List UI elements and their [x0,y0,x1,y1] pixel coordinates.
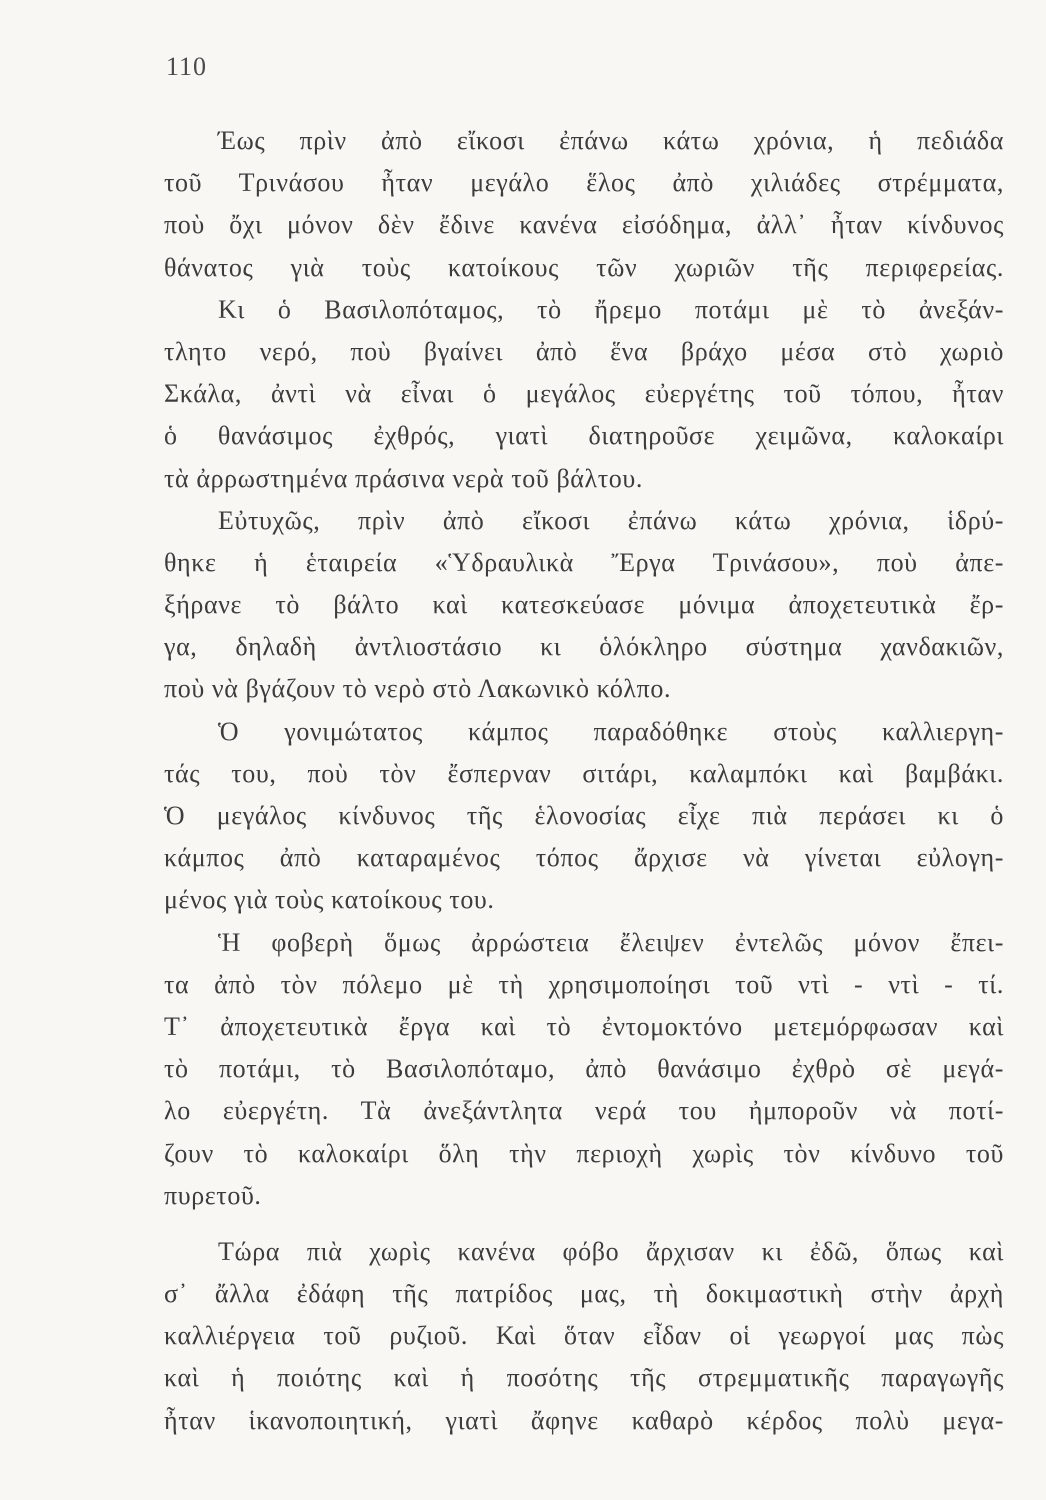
text-line: ἦταν ἱκανοποιητική, γιατὶ ἄφηνε καθαρὸ κέρδος πολὺ μεγα- [164,1405,1004,1435]
page-number: 110 [166,52,208,81]
text-line: μένος γιὰ τοὺς κατοίκους του. [164,885,495,915]
text-line: Ἡ φοβερὴ ὅμως ἀρρώστεια ἔλειψεν ἐντελῶς μόνον ἔπει- [218,927,1004,957]
text-line: κάμπος ἀπὸ καταραμένος τόπος ἄρχισε νὰ γίνεται εὐλογη- [164,843,1004,873]
text-line: σ᾽ ἄλλα ἐδάφη τῆς πατρίδος μας, τὴ δοκιμαστικὴ στὴν ἀρχὴ [164,1279,1004,1309]
body-text [164,120,1004,1442]
paragraph-gap [164,1217,1004,1231]
text-line: τὰ ἀρρωστημένα πράσινα νερὰ τοῦ βάλτου. [164,463,643,493]
text-line: ζουν τὸ καλοκαίρι ὅλη τὴν περιοχὴ χωρὶς τὸν κίνδυνο τοῦ [164,1138,1004,1168]
text-line: πυρετοῦ. [164,1180,262,1210]
text-line: καὶ ἡ ποιότης καὶ ἡ ποσότης τῆς στρεμματικῆς παραγωγῆς [164,1363,1004,1393]
text-line: ποὺ νὰ βγάζουν τὸ νερὸ στὸ Λακωνικὸ κόλπο. [164,674,672,704]
text-line: τλητο νερό, ποὺ βγαίνει ἀπὸ ἕνα βράχο μέσα στὸ χωριὸ [164,336,1004,366]
text-line: Τ᾽ ἀποχετευτικὰ ἔργα καὶ τὸ ἐντομοκτόνο μετεμόρφωσαν καὶ [164,1011,1004,1041]
text-line: καλλιέργεια τοῦ ρυζιοῦ. Καὶ ὅταν εἶδαν οἱ γεωργοί μας πὼς [164,1321,1004,1351]
text-line: λο εὐεργέτη. Τὰ ἀνεξάντλητα νερά του ἠμποροῦν νὰ ποτί- [164,1096,1004,1126]
text-line: θάνατος γιὰ τοὺς κατοίκους τῶν χωριῶν τῆς περιφερείας. [164,252,1004,282]
text-line: τὸ ποτάμι, τὸ Βασιλοπόταμο, ἀπὸ θανάσιμο ἐχθρὸ σὲ μεγά- [164,1054,1004,1084]
text-line: Κι ὁ Βασιλοπόταμος, τὸ ἤρεμο ποτάμι μὲ τὸ ἀνεξάν- [218,294,1004,324]
text-line: τα ἀπὸ τὸν πόλεμο μὲ τὴ χρησιμοποίησι τοῦ ντὶ - ντὶ - τί. [164,969,1004,999]
text-line: Ὁ γονιμώτατος κάμπος παραδόθηκε στοὺς καλλιεργη- [218,716,1004,746]
text-line: τάς του, ποὺ τὸν ἔσπερναν σιτάρι, καλαμπόκι καὶ βαμβάκι. [164,758,1004,788]
text-line: Ὁ μεγάλος κίνδυνος τῆς ἑλονοσίας εἶχε πιὰ περάσει κι ὁ [164,801,1004,830]
text-line: Εὐτυχῶς, πρὶν ἀπὸ εἴκοσι ἐπάνω κάτω χρόνια, ἱδρύ- [218,505,1004,535]
text-line: τοῦ Τρινάσου ἦταν μεγάλο ἕλος ἀπὸ χιλιάδες στρέμματα, [164,168,1004,198]
text-line: Έως πρὶν ἀπὸ εἴκοσι ἐπάνω κάτω χρόνια, ἡ πεδιάδα [218,126,1004,155]
text-line: Τώρα πιὰ χωρὶς κανένα φόβο ἄρχισαν κι ἐδῶ, ὅπως καὶ [218,1236,1004,1266]
text-line: ὁ θανάσιμος ἐχθρός, γιατὶ διατηροῦσε χειμῶνα, καλοκαίρι [164,421,1004,451]
text-line: ξήρανε τὸ βάλτο καὶ κατεσκεύασε μόνιμα ἀποχετευτικὰ ἔρ- [164,590,1004,620]
text-line: γα, δηλαδὴ ἀντλιοστάσιο κι ὁλόκληρο σύστημα χανδακιῶν, [164,632,1004,662]
text-line: θηκε ἡ ἑταιρεία «Ὑδραυλικὰ Ἔργα Τρινάσου», ποὺ ἀπε- [164,547,1004,577]
text-line: ποὺ ὄχι μόνον δὲν ἔδινε κανένα εἰσόδημα, ἀλλ᾽ ἦταν κίνδυνος [164,210,1004,240]
text-line: Σκάλα, ἀντὶ νὰ εἶναι ὁ μεγάλος εὐεργέτης τοῦ τόπου, ἦταν [164,379,1004,409]
